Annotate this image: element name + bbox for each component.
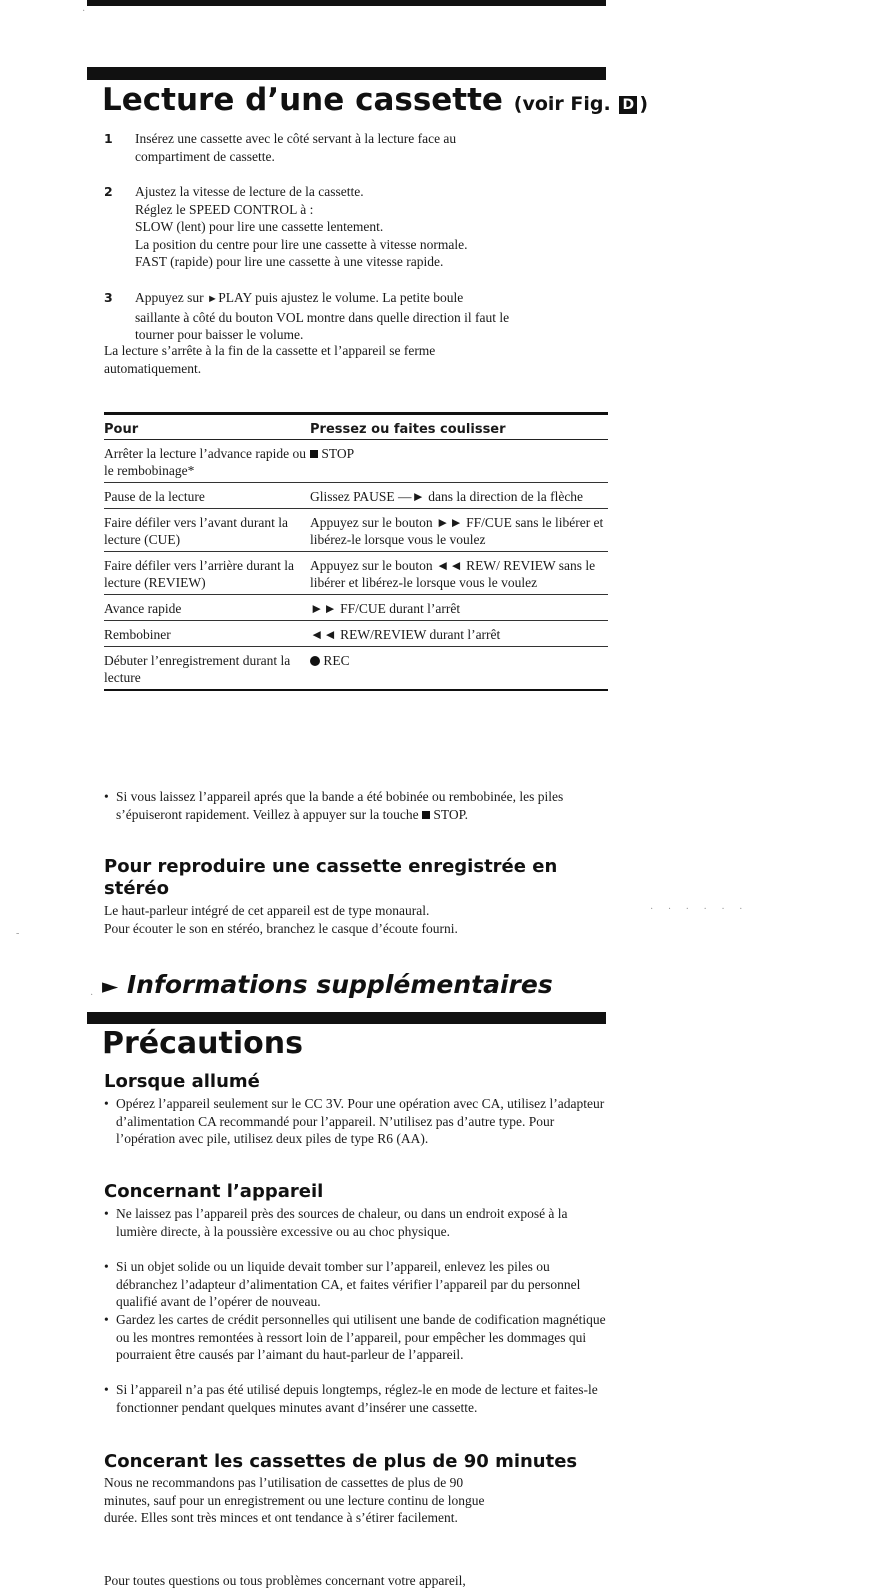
stereo-heading [104,856,557,900]
section-rule [87,1012,606,1024]
row-action: Débuter l’enregistrement durant la lecture [104,653,291,685]
bullet-dot: • [104,1259,109,1274]
figure-reference [514,93,648,115]
battery-note-end: STOP. [433,806,469,822]
appareil-bullet-3 [104,1311,609,1364]
scan-speck: · [82,6,86,17]
table-row [104,440,608,483]
auto-stop-line: automatiquement. [104,360,202,376]
auto-stop-note [104,342,614,377]
stereo-heading-line: Pour reproduire une cassette enregistrée en [104,856,558,877]
figure-ref-prefix: (voir Fig. [513,93,611,115]
stereo-line: Pour écouter le son en stéréo, branchez le casque d’écoute fourni. [104,920,458,936]
step-line: FAST (rapide) pour lire une cassette à une vitesse rapide. [135,254,444,269]
bullet-dot: • [104,1382,109,1397]
appareil-heading: Concernant l’appareil [104,1181,324,1202]
battery-note-text: Si vous laissez l’appareil aprés que la bande a été bobinée ou rembobinée, les piles s’épuiseront rapidement. Veillez à appuyer sur la touche [116,789,564,822]
header-pour: Pour [104,422,139,437]
row-how-text: REC [323,653,350,668]
step-1 [104,130,614,165]
step-line: saillante à côté du bouton VOL montre dans quelle direction il faut le [135,309,510,325]
row-how: ◄◄ REW/REVIEW durant l’arrêt [310,627,501,642]
row-action: Faire défiler vers l’arrière durant la lecture (REVIEW) [104,558,295,590]
row-action: Faire défiler vers l’avant durant la lecture (CUE) [104,515,289,547]
bullet-dot: • [104,1206,109,1221]
step-line: Réglez le SPEED CONTROL à : [135,201,314,217]
row-how: Appuyez sur le bouton ►► FF/CUE sans le libérer et libérez-le lorsque vous le voulez [310,515,604,547]
scan-speck: · · · · · · [650,904,749,915]
step-line: Ajustez la vitesse de lecture de la cassette. [135,184,364,199]
play-icon: ► [206,293,215,305]
appareil-bullet-1 [104,1205,609,1240]
title-text: Lecture d’une cassette [102,82,503,118]
appareil-bullet-4 [104,1381,609,1416]
table-row [104,509,608,552]
table-row [104,552,608,595]
row-how: Appuyez sur le bouton ◄◄ REW/ REVIEW sans le libérer et libérez-le lorsque vous le voulez [310,558,596,590]
appareil-bullet-2 [104,1258,609,1311]
row-how: ►► FF/CUE durant l’arrêt [310,601,461,616]
footer-line: Pour toutes questions ou tous problèmes concernant votre appareil, [104,1573,466,1588]
step-line: La position du centre pour lire une cassette à vitesse normale. [135,236,468,252]
row-how [310,652,608,686]
scan-speck: - [16,928,20,939]
stop-square-icon [422,811,430,819]
bullet-dot: • [104,789,109,804]
cassettes90-heading: Concerant les cassettes de plus de 90 minutes [104,1451,578,1472]
figure-letter-box: D [619,96,637,114]
cassettes90-line: durée. Elles sont très minces et ont tendance à s’étirer facilement. [104,1510,458,1525]
step-line: SLOW (lent) pour lire une cassette lentement. [135,219,384,234]
bullet-dot: • [104,1312,109,1327]
step-number: 1 [104,131,113,146]
step-number: 2 [104,184,113,199]
stereo-text [104,902,614,937]
cassettes90-line: Nous ne recommandons pas l’utilisation de cassettes de plus de 90 [104,1475,464,1490]
step-line: PLAY puis ajustez le volume. La petite boule [214,290,464,305]
step-line: compartiment de cassette. [135,148,275,164]
bullet-text: Gardez les cartes de crédit personnelles qui utilisent une bande de codification magnétique ou les montres remontées à ressort loin de l’appareil, pour empêcher les dommages qui pourraient être causés par l’aimant du haut-parleur de l’appareil. [116,1312,606,1362]
info-heading [102,970,553,999]
row-action: Rembobiner [104,627,171,642]
rec-circle-icon [310,656,320,666]
table-row [104,483,608,509]
bullet-text: Opérez l’appareil seulement sur le CC 3V. Pour une opération avec CA, utilisez l’adapteur d’alimentation CA recommandé pour l’appareil. N’utilisez pas d’autre type. Pour l’opération avec pile, utilisez deux piles de type R6 (AA). [116,1096,605,1146]
step-line: Appuyez sur [135,290,204,305]
bullet-text: Ne laissez pas l’appareil près des sources de chaleur, ou dans un endroit exposé à la lumière directe, à la poussière excessive ou au choc physique. [116,1206,568,1239]
table-row [104,595,608,621]
battery-note [104,788,609,823]
scan-speck: · [90,990,94,1001]
info-heading-text: Informations supplémentaires [126,970,553,999]
top-rule [87,0,606,6]
bullet-dot: • [104,1096,109,1111]
triangle-right-icon: ► [102,974,119,998]
lorsque-bullet [104,1095,609,1148]
stereo-heading-line: stéréo [104,878,169,899]
step-line: tourner pour baisser le volume. [135,327,304,342]
step-line: Insérez une cassette avec le côté servant à la lecture face au [135,131,457,146]
stereo-line: Le haut-parleur intégré de cet appareil est de type monaural. [104,903,430,918]
row-action: Pause de la lecture [104,489,205,504]
row-how: Glissez PAUSE —► dans la direction de la flèche [310,489,584,504]
operations-table [104,412,608,691]
step-2 [104,183,614,271]
table-row [104,647,608,691]
row-action: Avance rapide [104,601,182,616]
figure-ref-suffix: ) [639,93,649,115]
row-how-text: STOP [321,446,355,461]
section-rule [87,67,606,80]
header-pressez: Pressez ou faites coulisser [310,422,506,437]
page-title [102,82,648,118]
auto-stop-line: La lecture s’arrête à la fin de la cassette et l’appareil se ferme [104,343,436,358]
cassettes90-text [104,1474,614,1527]
table-row [104,621,608,647]
precautions-title: Précautions [102,1026,303,1061]
stop-square-icon [310,450,318,458]
row-action: Arrêter la lecture l’advance rapide ou le rembobinage* [104,446,307,478]
lorsque-heading: Lorsque allumé [104,1071,260,1092]
bullet-text: Si un objet solide ou un liquide devait tomber sur l’appareil, enlevez les piles ou débranchez l’adapteur d’alimentation CA, et faites vérifier l’appareil par du personnel qualifié avant de l’opérer de nouveau. [116,1259,581,1309]
row-how [310,445,608,479]
bullet-text: Si l’appareil n’a pas été utilisé depuis longtemps, réglez-le en mode de lecture et faites-le fonctionner pendant quelques minutes avant d’insérer une cassette. [116,1382,598,1415]
cassettes90-line: minutes, sauf pour un enregistrement ou une lecture continu de longue [104,1492,485,1508]
step-number: 3 [104,290,113,305]
step-3 [104,289,614,344]
table-header [104,415,608,440]
